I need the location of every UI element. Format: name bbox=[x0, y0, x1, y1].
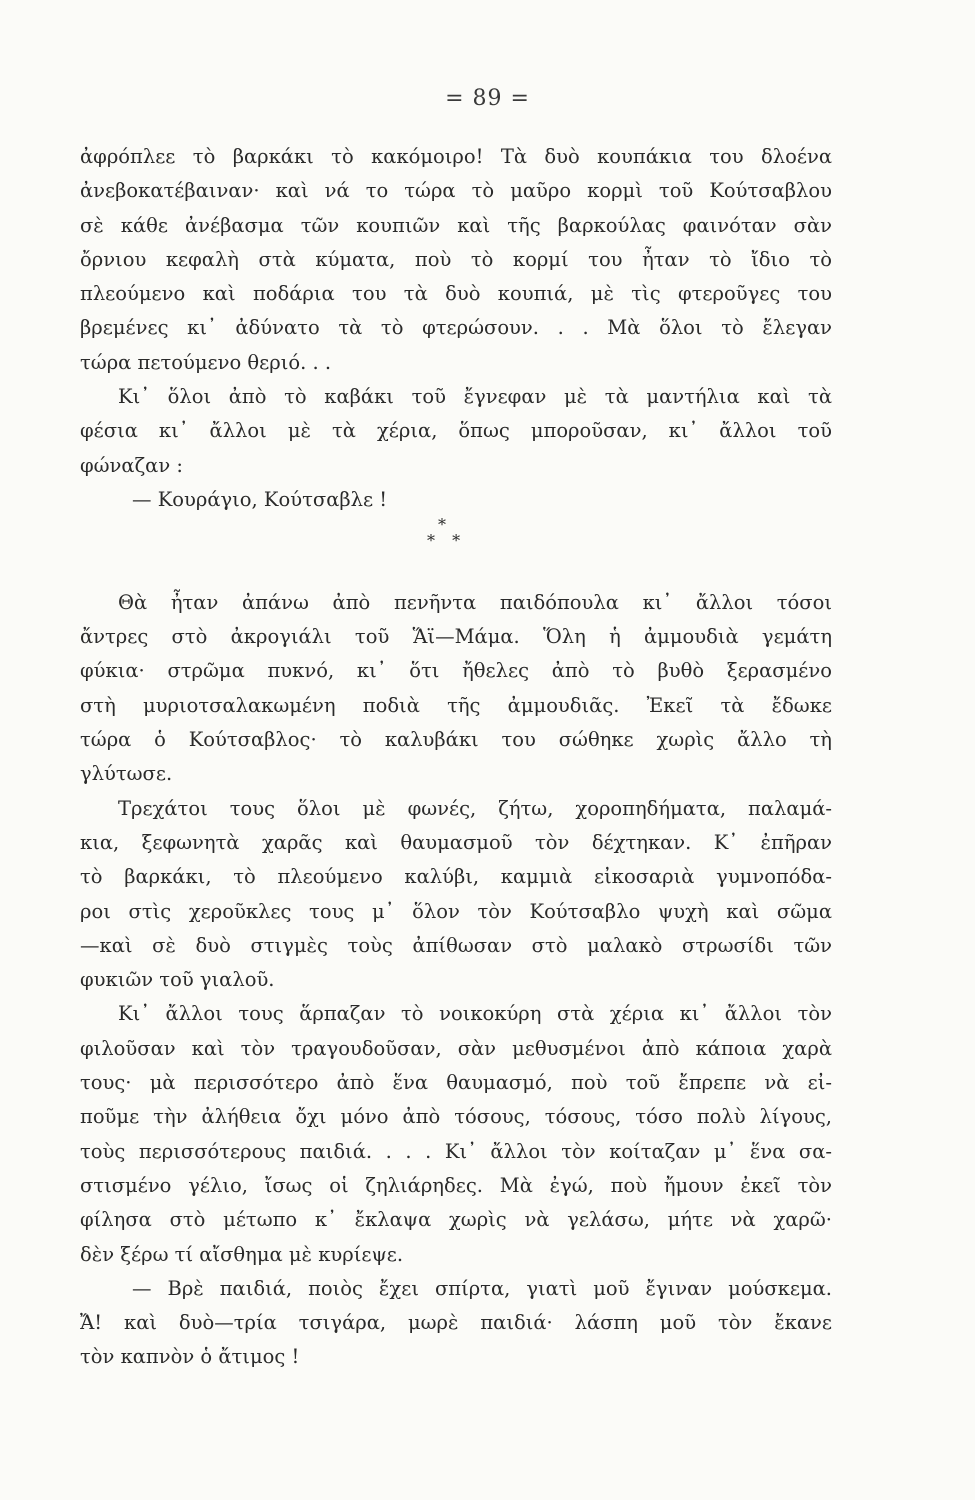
text-line: τὸ βαρκάκι, τὸ πλεούμενο καλύβι, καμμιὰ εἰκοσαριὰ γυμνοπόδα- bbox=[80, 865, 832, 889]
text-line: Ἄ! καὶ δυὸ—τρία τσιγάρα, μωρὲ παιδιά· λάσπη μοῦ τὸν ἔκανε bbox=[80, 1311, 832, 1335]
text-line: γλύτωσε. bbox=[80, 762, 173, 786]
dialogue-line: — Κουράγιο, Κούτσαβλε ! bbox=[132, 487, 388, 511]
asterism-top: * bbox=[438, 515, 446, 535]
text-line: δὲν ξέρω τί αἴσθημα μὲ κυρίεψε. bbox=[80, 1242, 404, 1266]
text-line: στισμένο γέλιο, ἴσως οἱ ζηλιάρηδες. Μὰ ἐγώ, ποὺ ἤμουν ἐκεῖ τὸν bbox=[80, 1173, 832, 1197]
text-line: τώρα πετούμενο θεριό. . . bbox=[80, 350, 332, 374]
text-line: φώναζαν : bbox=[80, 453, 183, 477]
text-line: —καὶ σὲ δυὸ στιγμὲς τοὺς ἀπίθωσαν στὸ μαλακὸ στρωσίδι τῶν bbox=[80, 933, 832, 957]
text-line: ἀφρόπλεε τὸ βαρκάκι τὸ κακόμοιρο! Τὰ δυὸ κουπάκια του δλοένα bbox=[80, 145, 832, 168]
text-line: ἀνεβοκατέβαιναν· καὶ νά το τώρα τὸ μαῦρο κορμὶ τοῦ Κούτσαβλου bbox=[80, 179, 832, 203]
text-line: Κι᾿ ὅλοι ἀπὸ τὸ καβάκι τοῦ ἔγνεφαν μὲ τὰ μαντήλια καὶ τὰ bbox=[118, 385, 832, 409]
page-number: = 89 = bbox=[445, 86, 530, 111]
text-line: ροι στὶς χεροῦκλες τους μ᾿ ὅλον τὸν Κούτσαβλο ψυχὴ καὶ σῶμα bbox=[80, 899, 832, 923]
text-line: φιλοῦσαν καὶ τὸν τραγουδοῦσαν, σὰν μεθυσμένοι ἀπὸ κάποια χαρὰ bbox=[80, 1036, 832, 1060]
text-line: ὄρνιου κεφαλὴ στὰ κύματα, ποὺ τὸ κορμί του ἦταν τὸ ἴδιο τὸ bbox=[80, 247, 832, 271]
text-line: στὴ μυριοτσαλακωμένη ποδιὰ τῆς ἀμμουδιᾶς. Ἐκεῖ τὰ ἔδωκε bbox=[80, 693, 832, 717]
text-line: ἄντρες στὸ ἀκρογιάλι τοῦ Ἅϊ—Μάμα. Ὅλη ἡ ἀμμουδιὰ γεμάτη bbox=[80, 625, 832, 649]
body-text bbox=[80, 140, 832, 1375]
text-line: τους· μὰ περισσότερο ἀπὸ ἕνα θαυμασμό, ποὺ τοῦ ἔπρεπε νὰ εἰ- bbox=[80, 1071, 832, 1095]
text-line: τὸν καπνὸν ὁ ἄτιμος ! bbox=[80, 1345, 300, 1369]
text-line: Θὰ ἦταν ἀπάνω ἀπὸ πενῆντα παιδόπουλα κι᾿ ἄλλοι τόσοι bbox=[118, 590, 832, 614]
section-break bbox=[80, 517, 832, 586]
text-line: φύκια· στρῶμα πυκνό, κι᾿ ὅτι ἤθελες ἀπὸ τὸ βυθὸ ξερασμένο bbox=[80, 659, 832, 683]
asterism-bottom: * * bbox=[427, 531, 467, 551]
text-line: Κι᾿ ἄλλοι τους ἅρπαζαν τὸ νοικοκύρη στὰ χέρια κι᾿ ἄλλοι τὸν bbox=[118, 1002, 832, 1026]
dialogue-line: — Βρὲ παιδιά, ποιὸς ἔχει σπίρτα, γιατὶ μοῦ ἔγιναν μούσκεμα. bbox=[132, 1276, 832, 1300]
text-line: φίλησα στὸ μέτωπο κ᾿ ἔκλαψα χωρὶς νὰ γελάσω, μήτε νὰ χαρῶ· bbox=[80, 1208, 832, 1232]
text-line: πλεούμενο καὶ ποδάρια του τὰ δυὸ κουπιά, μὲ τὶς φτεροῦγες του bbox=[80, 282, 832, 306]
text-line: φυκιῶν τοῦ γιαλοῦ. bbox=[80, 968, 275, 992]
text-line: ποῦμε τὴν ἀλήθεια ὄχι μόνο ἀπὸ τόσους, τόσους, τόσο πολὺ λίγους, bbox=[80, 1105, 832, 1129]
text-line: σὲ κάθε ἀνέβασμα τῶν κουπιῶν καὶ τῆς βαρκούλας φαινόταν σὰν bbox=[80, 213, 832, 237]
text-line: τώρα ὁ Κούτσαβλος· τὸ καλυβάκι του σώθηκε χωρὶς ἄλλο τὴ bbox=[80, 728, 832, 752]
text-line: τοὺς περισσότερους παιδιά. . . . Κι᾿ ἄλλοι τὸν κοίταζαν μ᾿ ἕνα σα- bbox=[80, 1139, 832, 1163]
text-line: βρεμένες κι᾿ ἀδύνατο τὰ τὸ φτερώσουν. . . Μὰ ὅλοι τὸ ἔλεγαν bbox=[80, 316, 832, 340]
text-line: φέσια κι᾿ ἄλλοι μὲ τὰ χέρια, ὅπως μποροῦσαν, κι᾿ ἄλλοι τοῦ bbox=[80, 419, 832, 443]
text-line: Τρεχάτοι τους ὅλοι μὲ φωνές, ζήτω, χοροπηδήματα, παλαμά- bbox=[118, 796, 832, 820]
text-line: κια, ξεφωνητὰ χαρᾶς καὶ θαυμασμοῦ τὸν δέχτηκαν. Κ᾿ ἐπῆραν bbox=[80, 830, 832, 854]
